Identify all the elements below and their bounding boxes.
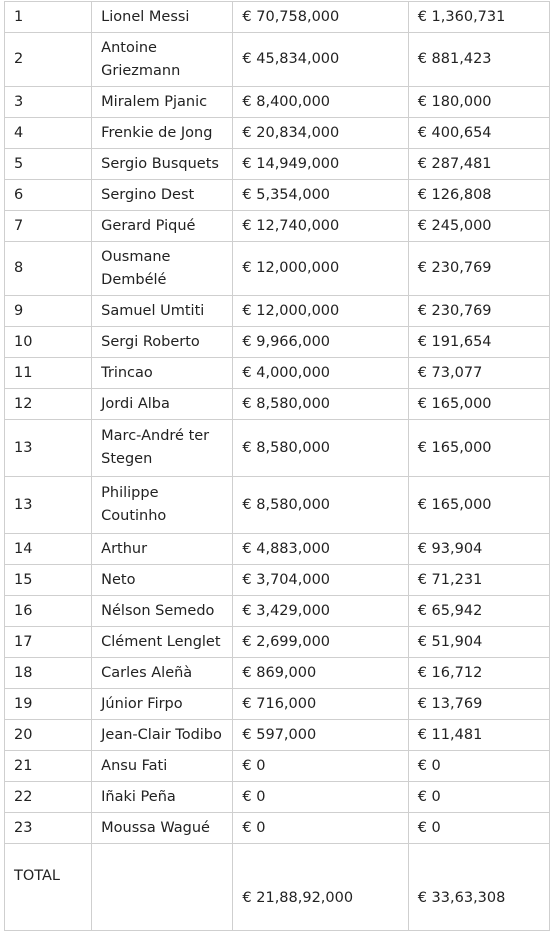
total-salary-cell: € 2,699,000 <box>233 627 408 658</box>
weekly-salary-cell: € 93,904 <box>408 534 549 565</box>
total-salary-cell: € 0 <box>233 782 408 813</box>
weekly-salary-cell: € 245,000 <box>408 211 549 242</box>
salary-table <box>4 1 550 931</box>
player-name-cell: Nélson Semedo <box>92 596 233 627</box>
rank-cell: 3 <box>5 87 92 118</box>
total-salary-cell: € 5,354,000 <box>233 180 408 211</box>
player-name-cell: Philippe Coutinho <box>92 477 233 534</box>
player-name-cell: Iñaki Peña <box>92 782 233 813</box>
weekly-salary-cell: € 1,360,731 <box>408 2 549 33</box>
table-row <box>5 327 550 358</box>
weekly-salary-cell: € 16,712 <box>408 658 549 689</box>
weekly-salary-cell: € 230,769 <box>408 296 549 327</box>
table-row <box>5 180 550 211</box>
weekly-salary-cell: € 0 <box>408 782 549 813</box>
total-salary-cell: € 8,580,000 <box>233 389 408 420</box>
table-row <box>5 2 550 33</box>
total-salary-cell: € 0 <box>233 751 408 782</box>
table-row <box>5 813 550 844</box>
weekly-salary-cell: € 400,654 <box>408 118 549 149</box>
table-row <box>5 565 550 596</box>
grand-total-weekly-cell: € 33,63,308 <box>408 844 549 931</box>
player-name-cell: Sergio Busquets <box>92 149 233 180</box>
player-name-cell: Ousmane Dembélé <box>92 242 233 296</box>
table-row <box>5 149 550 180</box>
total-salary-cell: € 12,000,000 <box>233 296 408 327</box>
player-name-cell: Jean-Clair Todibo <box>92 720 233 751</box>
table-row <box>5 87 550 118</box>
weekly-salary-cell: € 0 <box>408 751 549 782</box>
table-row <box>5 534 550 565</box>
total-salary-cell: € 3,429,000 <box>233 596 408 627</box>
weekly-salary-cell: € 230,769 <box>408 242 549 296</box>
rank-cell: 18 <box>5 658 92 689</box>
rank-cell: 6 <box>5 180 92 211</box>
weekly-salary-cell: € 191,654 <box>408 327 549 358</box>
player-name-cell: Samuel Umtiti <box>92 296 233 327</box>
rank-cell: 20 <box>5 720 92 751</box>
total-salary-cell: € 8,580,000 <box>233 477 408 534</box>
total-label-cell: TOTAL <box>5 844 92 931</box>
rank-cell: 17 <box>5 627 92 658</box>
rank-cell: 10 <box>5 327 92 358</box>
rank-cell: 1 <box>5 2 92 33</box>
total-salary-cell: € 4,883,000 <box>233 534 408 565</box>
total-salary-cell: € 9,966,000 <box>233 327 408 358</box>
player-name-cell: Clément Lenglet <box>92 627 233 658</box>
total-salary-cell: € 14,949,000 <box>233 149 408 180</box>
table-row <box>5 751 550 782</box>
player-name-cell: Trincao <box>92 358 233 389</box>
weekly-salary-cell: € 126,808 <box>408 180 549 211</box>
weekly-salary-cell: € 881,423 <box>408 33 549 87</box>
total-salary-cell: € 8,400,000 <box>233 87 408 118</box>
player-name-cell: Sergino Dest <box>92 180 233 211</box>
total-salary-cell: € 3,704,000 <box>233 565 408 596</box>
rank-cell: 22 <box>5 782 92 813</box>
total-salary-cell: € 12,000,000 <box>233 242 408 296</box>
rank-cell: 7 <box>5 211 92 242</box>
table-row <box>5 389 550 420</box>
total-salary-cell: € 597,000 <box>233 720 408 751</box>
rank-cell: 4 <box>5 118 92 149</box>
table-row <box>5 689 550 720</box>
weekly-salary-cell: € 0 <box>408 813 549 844</box>
player-name-cell: Carles Aleñà <box>92 658 233 689</box>
player-name-cell: Moussa Wagué <box>92 813 233 844</box>
weekly-salary-cell: € 13,769 <box>408 689 549 720</box>
player-name-cell: Miralem Pjanic <box>92 87 233 118</box>
table-row <box>5 242 550 296</box>
rank-cell: 11 <box>5 358 92 389</box>
player-name-cell: Gerard Piqué <box>92 211 233 242</box>
total-salary-cell: € 0 <box>233 813 408 844</box>
weekly-salary-cell: € 71,231 <box>408 565 549 596</box>
weekly-salary-cell: € 11,481 <box>408 720 549 751</box>
total-row <box>5 844 550 931</box>
weekly-salary-cell: € 165,000 <box>408 420 549 477</box>
player-name-cell: Arthur <box>92 534 233 565</box>
weekly-salary-cell: € 180,000 <box>408 87 549 118</box>
total-salary-cell: € 70,758,000 <box>233 2 408 33</box>
player-name-cell: Antoine Griezmann <box>92 33 233 87</box>
rank-cell: 5 <box>5 149 92 180</box>
table-row <box>5 627 550 658</box>
weekly-salary-cell: € 51,904 <box>408 627 549 658</box>
player-name-cell: Júnior Firpo <box>92 689 233 720</box>
table-row <box>5 358 550 389</box>
rank-cell: 8 <box>5 242 92 296</box>
player-name-cell: Frenkie de Jong <box>92 118 233 149</box>
table-row <box>5 782 550 813</box>
player-name-cell: Jordi Alba <box>92 389 233 420</box>
rank-cell: 13 <box>5 477 92 534</box>
table-row <box>5 33 550 87</box>
player-name-cell: Sergi Roberto <box>92 327 233 358</box>
table-row <box>5 477 550 534</box>
rank-cell: 23 <box>5 813 92 844</box>
rank-cell: 9 <box>5 296 92 327</box>
weekly-salary-cell: € 165,000 <box>408 477 549 534</box>
total-salary-cell: € 12,740,000 <box>233 211 408 242</box>
weekly-salary-cell: € 73,077 <box>408 358 549 389</box>
total-salary-cell: € 4,000,000 <box>233 358 408 389</box>
rank-cell: 12 <box>5 389 92 420</box>
player-name-cell: Marc-André ter Stegen <box>92 420 233 477</box>
weekly-salary-cell: € 165,000 <box>408 389 549 420</box>
table-row <box>5 420 550 477</box>
rank-cell: 15 <box>5 565 92 596</box>
total-salary-cell: € 20,834,000 <box>233 118 408 149</box>
table-row <box>5 658 550 689</box>
total-salary-cell: € 869,000 <box>233 658 408 689</box>
rank-cell: 13 <box>5 420 92 477</box>
total-salary-cell: € 8,580,000 <box>233 420 408 477</box>
player-name-cell: Ansu Fati <box>92 751 233 782</box>
rank-cell: 2 <box>5 33 92 87</box>
player-name-cell: Neto <box>92 565 233 596</box>
total-salary-cell: € 45,834,000 <box>233 33 408 87</box>
table-row <box>5 596 550 627</box>
rank-cell: 19 <box>5 689 92 720</box>
rank-cell: 16 <box>5 596 92 627</box>
table-row <box>5 720 550 751</box>
rank-cell: 21 <box>5 751 92 782</box>
empty-cell <box>92 844 233 931</box>
weekly-salary-cell: € 287,481 <box>408 149 549 180</box>
table-row <box>5 211 550 242</box>
player-name-cell: Lionel Messi <box>92 2 233 33</box>
grand-total-salary-cell: € 21,88,92,000 <box>233 844 408 931</box>
total-salary-cell: € 716,000 <box>233 689 408 720</box>
rank-cell: 14 <box>5 534 92 565</box>
table-row <box>5 118 550 149</box>
table-row <box>5 296 550 327</box>
weekly-salary-cell: € 65,942 <box>408 596 549 627</box>
